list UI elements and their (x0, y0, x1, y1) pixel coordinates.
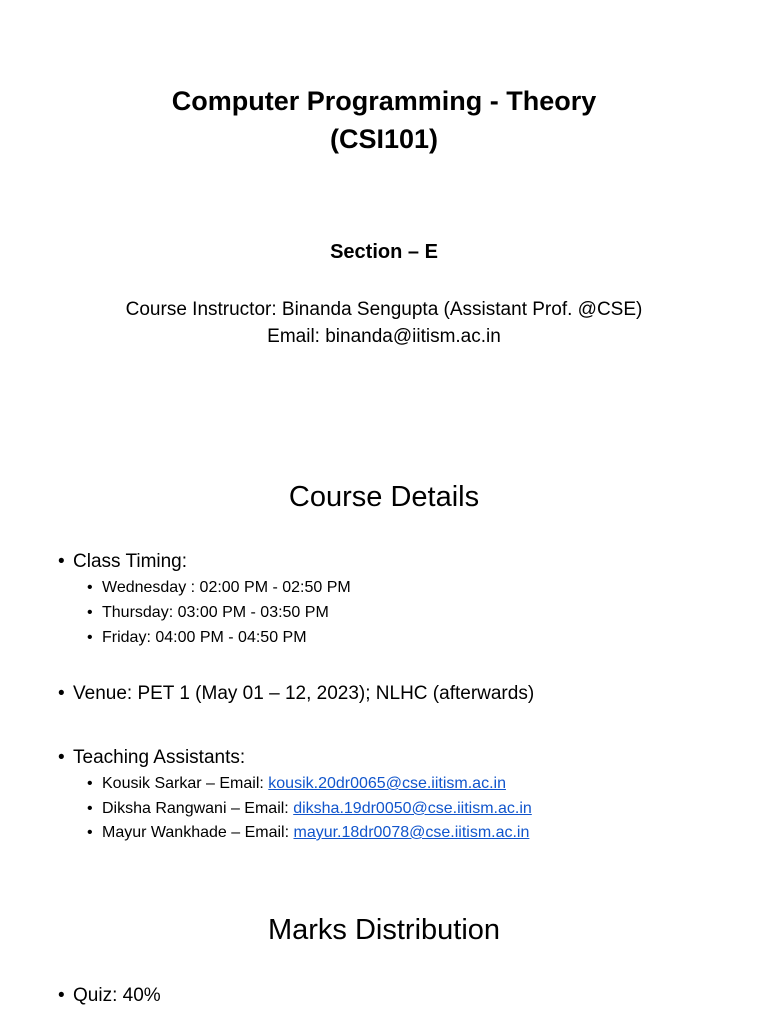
bullet-marker: • (58, 985, 65, 1006)
section-label: Section – E (330, 241, 438, 263)
timing-text: Friday: 04:00 PM - 04:50 PM (102, 629, 307, 646)
bullet-marker: • (58, 683, 65, 704)
venue-text: Venue: PET 1 (May 01 – 12, 2023); NLHC (afterwards) (73, 683, 535, 704)
timing-item (87, 602, 329, 624)
class-timing-item (58, 550, 187, 574)
bullet-marker: • (87, 629, 93, 646)
timing-text: Wednesday : 02:00 PM - 02:50 PM (102, 579, 351, 596)
marks-item (58, 984, 161, 1008)
timing-text: Thursday: 03:00 PM - 03:50 PM (102, 604, 329, 621)
course-title (0, 82, 768, 158)
timing-item (87, 627, 307, 649)
timing-item (87, 577, 351, 599)
instructor-email: Email: binanda@iitism.ac.in (267, 326, 501, 347)
course-title-line2: (CSI101) (329, 124, 439, 154)
ta-name: Mayur Wankhade – Email: (102, 824, 294, 841)
bullet-marker: • (87, 824, 93, 841)
ta-item (87, 822, 529, 844)
bullet-marker: • (58, 551, 65, 572)
bullet-marker: • (87, 604, 93, 621)
bullet-marker: • (87, 775, 93, 792)
class-timing-label: Class Timing: (73, 551, 188, 572)
teaching-assistants-label: Teaching Assistants: (73, 747, 246, 768)
ta-email-link[interactable]: kousik.20dr0065@cse.iitism.ac.in (268, 775, 506, 792)
venue-item (58, 682, 534, 706)
ta-email-link[interactable]: diksha.19dr0050@cse.iitism.ac.in (293, 800, 532, 817)
course-details-heading: Course Details (288, 481, 480, 513)
bullet-marker: • (87, 579, 93, 596)
ta-name: Diksha Rangwani – Email: (102, 800, 294, 817)
bullet-marker: • (87, 800, 93, 817)
bullet-marker: • (58, 747, 65, 768)
instructor-name: Course Instructor: Binanda Sengupta (Assistant Prof. @CSE) (125, 299, 643, 320)
ta-email-link[interactable]: mayur.18dr0078@cse.iitism.ac.in (293, 824, 530, 841)
marks-item-text: Quiz: 40% (73, 985, 161, 1006)
ta-item (87, 773, 506, 795)
ta-name: Kousik Sarkar – Email: (102, 775, 269, 792)
instructor-info (0, 296, 768, 350)
marks-distribution-heading: Marks Distribution (267, 914, 501, 946)
course-title-line1: Computer Programming - Theory (171, 86, 597, 116)
ta-item (87, 798, 532, 820)
teaching-assistants-item (58, 746, 245, 770)
